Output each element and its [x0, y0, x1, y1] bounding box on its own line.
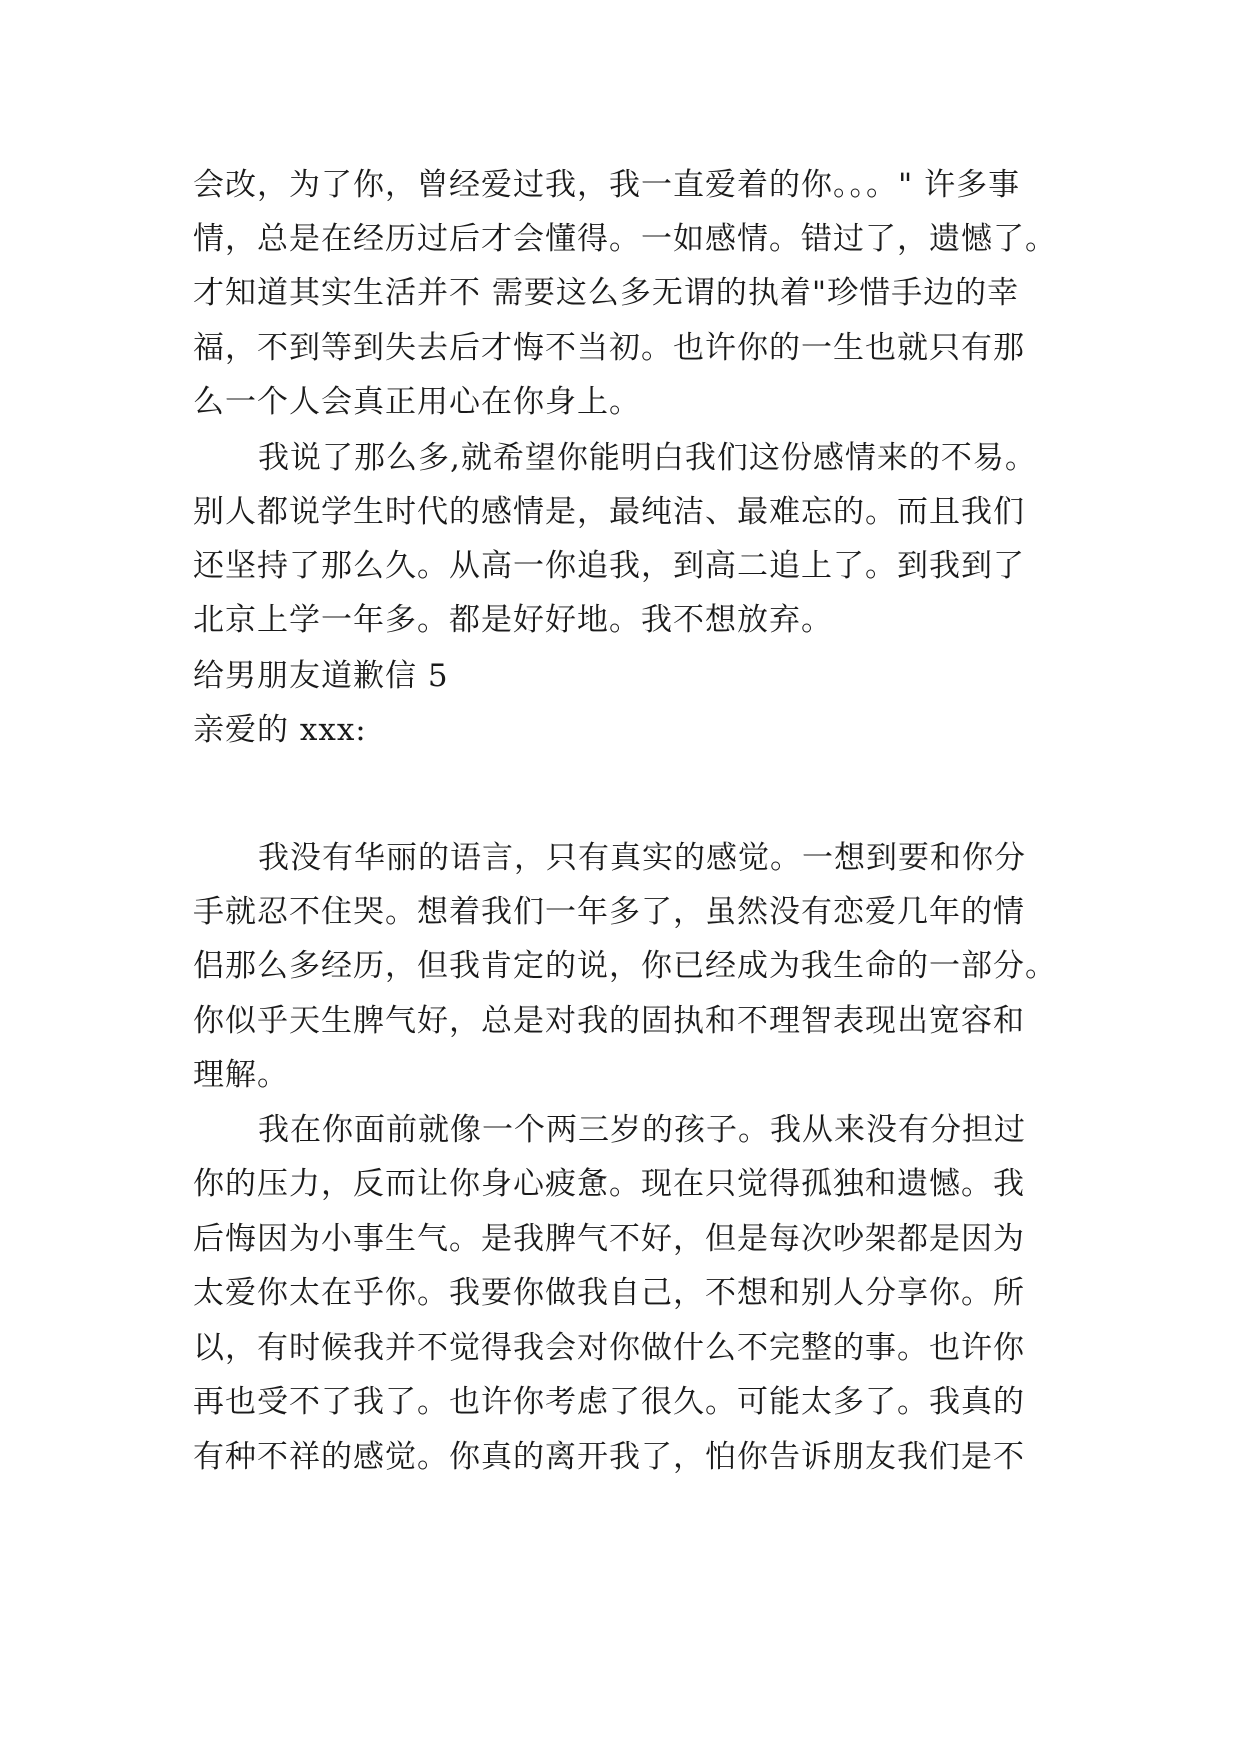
text-line: 再也受不了我了。也许你考虑了很久。可能太多了。我真的: [193, 1384, 1025, 1420]
text-line: 后悔因为小事生气。是我脾气不好，但是每次吵架都是因为: [193, 1221, 1025, 1257]
text-line: 太爱你太在乎你。我要你做我自己，不想和别人分享你。所: [193, 1275, 1025, 1311]
section-title: 给男朋友道歉信 5: [193, 658, 449, 694]
text-line: 我在你面前就像一个两三岁的孩子。我从来没有分担过: [258, 1112, 1026, 1148]
salutation: 亲爱的 xxx:: [193, 712, 367, 748]
text-line: 理解。: [193, 1057, 289, 1093]
text-line: 你似乎天生脾气好，总是对我的固执和不理智表现出宽容和: [193, 1003, 1025, 1039]
text-line: 么一个人会真正用心在你身上。: [193, 384, 641, 420]
text-line: 以，有时候我并不觉得我会对你做什么不完整的事。也许你: [193, 1330, 1025, 1366]
text-line: 你的压力，反而让你身心疲惫。现在只觉得孤独和遗憾。我: [193, 1166, 1025, 1202]
text-line: 还坚持了那么久。从高一你追我，到高二追上了。到我到了: [193, 548, 1025, 584]
text-line: 手就忍不住哭。想着我们一年多了，虽然没有恋爱几年的情: [193, 894, 1025, 930]
text-line: 北京上学一年多。都是好好地。我不想放弃。: [193, 602, 833, 638]
text-line: 会改，为了你，曾经爱过我，我一直爱着的你。。。" 许多事: [193, 167, 1021, 203]
text-line: 我没有华丽的语言，只有真实的感觉。一想到要和你分: [258, 840, 1026, 876]
text-line: 侣那么多经历，但我肯定的说，你已经成为我生命的一部分。: [193, 948, 1057, 984]
text-line: 我说了那么多,就希望你能明白我们这份感情来的不易。: [258, 440, 1037, 476]
text-line: 才知道其实生活并不 需要这么多无谓的执着"珍惜手边的幸: [193, 275, 1020, 311]
text-line: 情，总是在经历过后才会懂得。一如感情。错过了，遗憾了。: [193, 221, 1057, 257]
text-line: 有种不祥的感觉。你真的离开我了，怕你告诉朋友我们是不: [193, 1439, 1025, 1475]
text-line: 福，不到等到失去后才悔不当初。也许你的一生也就只有那: [193, 330, 1025, 366]
text-line: 别人都说学生时代的感情是，最纯洁、最难忘的。而且我们: [193, 494, 1025, 530]
